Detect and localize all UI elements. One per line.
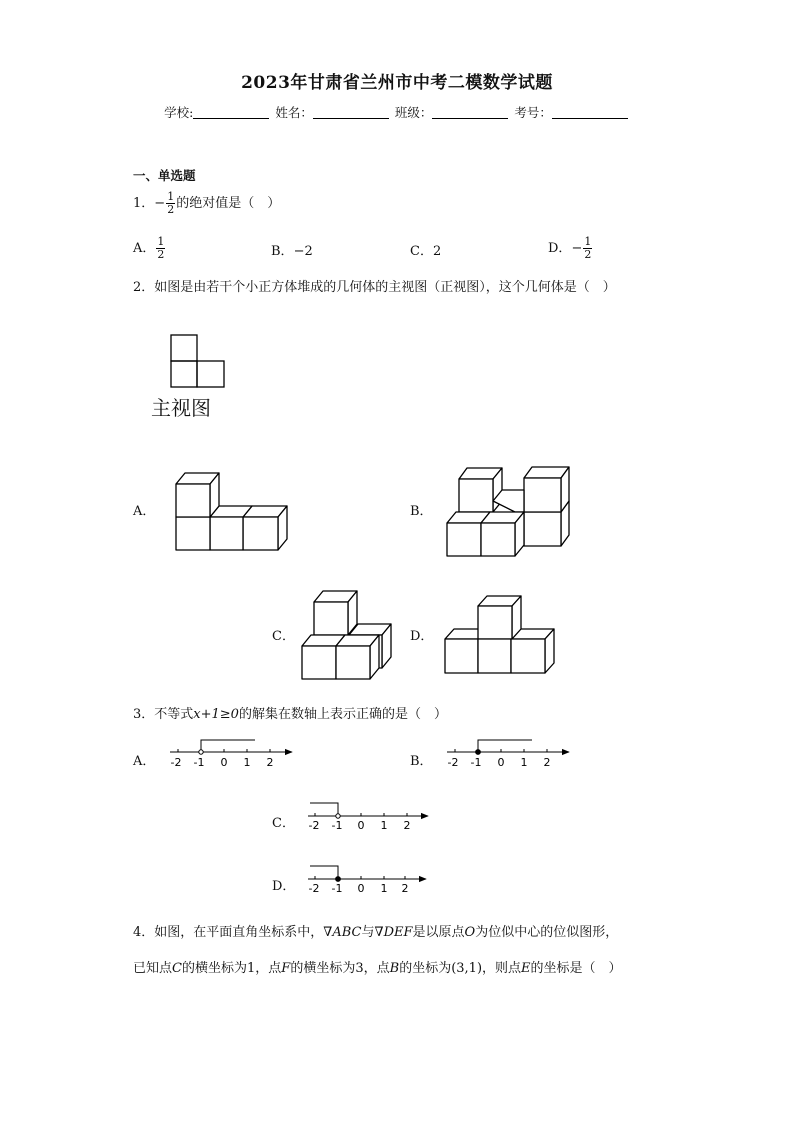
section-title: 一、单选题 bbox=[133, 168, 196, 183]
q3-d-tick-neg1: -1 bbox=[331, 882, 343, 895]
q3-option-c-label[interactable]: C． bbox=[272, 816, 295, 831]
q4-l2-p1: 已知点 bbox=[133, 961, 173, 976]
class-label: 班级： bbox=[394, 105, 433, 120]
q3-d-tick-2: 2 bbox=[401, 882, 409, 895]
q3-option-c-number-line[interactable] bbox=[308, 803, 428, 818]
q4-point-f: F bbox=[281, 961, 291, 976]
q3-option-a-label[interactable]: A． bbox=[133, 754, 156, 769]
q1-minus: − bbox=[154, 196, 166, 211]
q1-option-c-label: C． bbox=[410, 244, 433, 259]
q3-option-d-label[interactable]: D． bbox=[272, 879, 296, 894]
q1-option-a-label: A． bbox=[133, 241, 156, 256]
front-view-caption: 主视图 bbox=[151, 396, 211, 420]
question-4-line-1 bbox=[133, 921, 618, 940]
q4-l2-p8: 的坐标是（ ） bbox=[530, 961, 622, 976]
q3-option-c-ticks bbox=[309, 819, 411, 832]
q1-number: 1． bbox=[133, 196, 155, 211]
exam-title: 2023年甘肃省兰州市中考二模数学试题 bbox=[241, 73, 553, 93]
q3-b-tick-neg2: -2 bbox=[447, 756, 459, 769]
q3-b-tick-neg1: -1 bbox=[470, 756, 482, 769]
q4-l2-p7: ，则点 bbox=[482, 961, 522, 976]
q4-triangle-abc: ∇ABC bbox=[323, 925, 362, 940]
q3-d-tick-0: 0 bbox=[357, 882, 365, 895]
q3-c-tick-neg1: -1 bbox=[331, 819, 343, 832]
q1-option-a-den: 2 bbox=[157, 248, 165, 261]
question-2-text: 2．如图是由若干个小正方体堆成的几何体的主视图（正视图），这个几何体是（ ） bbox=[133, 280, 616, 295]
q1-option-d-label: D． bbox=[548, 241, 572, 256]
q3-option-d-ticks bbox=[309, 882, 409, 895]
q3-d-tick-neg2: -2 bbox=[308, 882, 320, 895]
q4-line1-prefix: 4．如图，在平面直角坐标系中， bbox=[133, 925, 324, 940]
q3-b-tick-2: 2 bbox=[543, 756, 551, 769]
question-4-line-2 bbox=[133, 957, 622, 976]
q4-point-e: E bbox=[521, 961, 531, 976]
q4-l2-p6: 的坐标为 bbox=[399, 961, 452, 976]
q2-option-d-label[interactable]: D． bbox=[410, 629, 434, 644]
q4-point-b: B bbox=[389, 961, 400, 976]
q4-triangle-def: ∇DEF bbox=[374, 925, 413, 940]
q3-a-tick-2: 2 bbox=[266, 756, 274, 769]
q3-c-tick-1: 1 bbox=[380, 819, 388, 832]
q1-option-d-den: 2 bbox=[584, 248, 592, 261]
name-label: 姓名： bbox=[275, 105, 313, 120]
q4-point-c: C bbox=[172, 961, 182, 976]
q1-text: 的绝对值是（ ） bbox=[176, 196, 281, 211]
q4-value-f: 3 bbox=[355, 961, 364, 976]
q3-option-a-ticks bbox=[171, 756, 274, 769]
q4-l2-p3: ，点 bbox=[255, 961, 282, 976]
q3-suffix: 的解集在数轴上表示正确的是（ ） bbox=[238, 707, 447, 722]
q4-l2-p4: 的横坐标为 bbox=[290, 961, 356, 976]
q3-b-tick-0: 0 bbox=[497, 756, 505, 769]
q2-option-b-label[interactable]: B． bbox=[410, 504, 433, 519]
q3-c-tick-0: 0 bbox=[357, 819, 365, 832]
q3-c-tick-2: 2 bbox=[403, 819, 411, 832]
q3-option-b-number-line[interactable] bbox=[447, 740, 569, 754]
q1-option-b-label: B． bbox=[271, 244, 294, 259]
q1-option-d-minus: − bbox=[571, 241, 583, 256]
q3-prefix: 3．不等式 bbox=[133, 707, 194, 722]
q2-option-a-label[interactable]: A． bbox=[133, 504, 156, 519]
q2-option-c-label[interactable]: C． bbox=[272, 629, 295, 644]
school-label: 学校: bbox=[164, 105, 194, 120]
q3-option-b-label[interactable]: B． bbox=[410, 754, 433, 769]
q1-frac-num: 1 bbox=[167, 190, 175, 203]
q3-a-tick-neg1: -1 bbox=[193, 756, 205, 769]
q3-option-b-ticks bbox=[448, 756, 551, 769]
q1-option-c-value: 2 bbox=[432, 244, 442, 259]
q4-mid1: 与 bbox=[361, 925, 375, 940]
q1-option-d-num: 1 bbox=[584, 235, 592, 248]
q4-mid2: 是以原点 bbox=[412, 925, 465, 940]
q4-coord-b: (3,1) bbox=[451, 961, 483, 976]
q3-a-tick-1: 1 bbox=[243, 756, 251, 769]
q1-option-b-value: −2 bbox=[293, 244, 313, 259]
exam-no-label: 考号： bbox=[514, 105, 552, 120]
q3-b-tick-1: 1 bbox=[520, 756, 528, 769]
q3-expression: x+1≥0 bbox=[193, 707, 239, 722]
q1-frac-den: 2 bbox=[167, 203, 175, 216]
q3-c-tick-neg2: -2 bbox=[308, 819, 320, 832]
q4-l2-p5: ，点 bbox=[363, 961, 390, 976]
q3-option-d-number-line[interactable] bbox=[308, 866, 426, 881]
q4-l2-p2: 的横坐标为 bbox=[181, 961, 247, 976]
q3-a-tick-neg2: -2 bbox=[170, 756, 182, 769]
q4-origin: O bbox=[464, 925, 476, 940]
q3-option-a-number-line[interactable] bbox=[170, 740, 292, 754]
q4-value-c: 1 bbox=[246, 961, 256, 976]
q3-a-tick-0: 0 bbox=[220, 756, 228, 769]
q1-option-a-num: 1 bbox=[157, 235, 165, 248]
q4-line1-suffix: 为位似中心的位似图形， bbox=[475, 925, 619, 940]
q3-d-tick-1: 1 bbox=[380, 882, 388, 895]
